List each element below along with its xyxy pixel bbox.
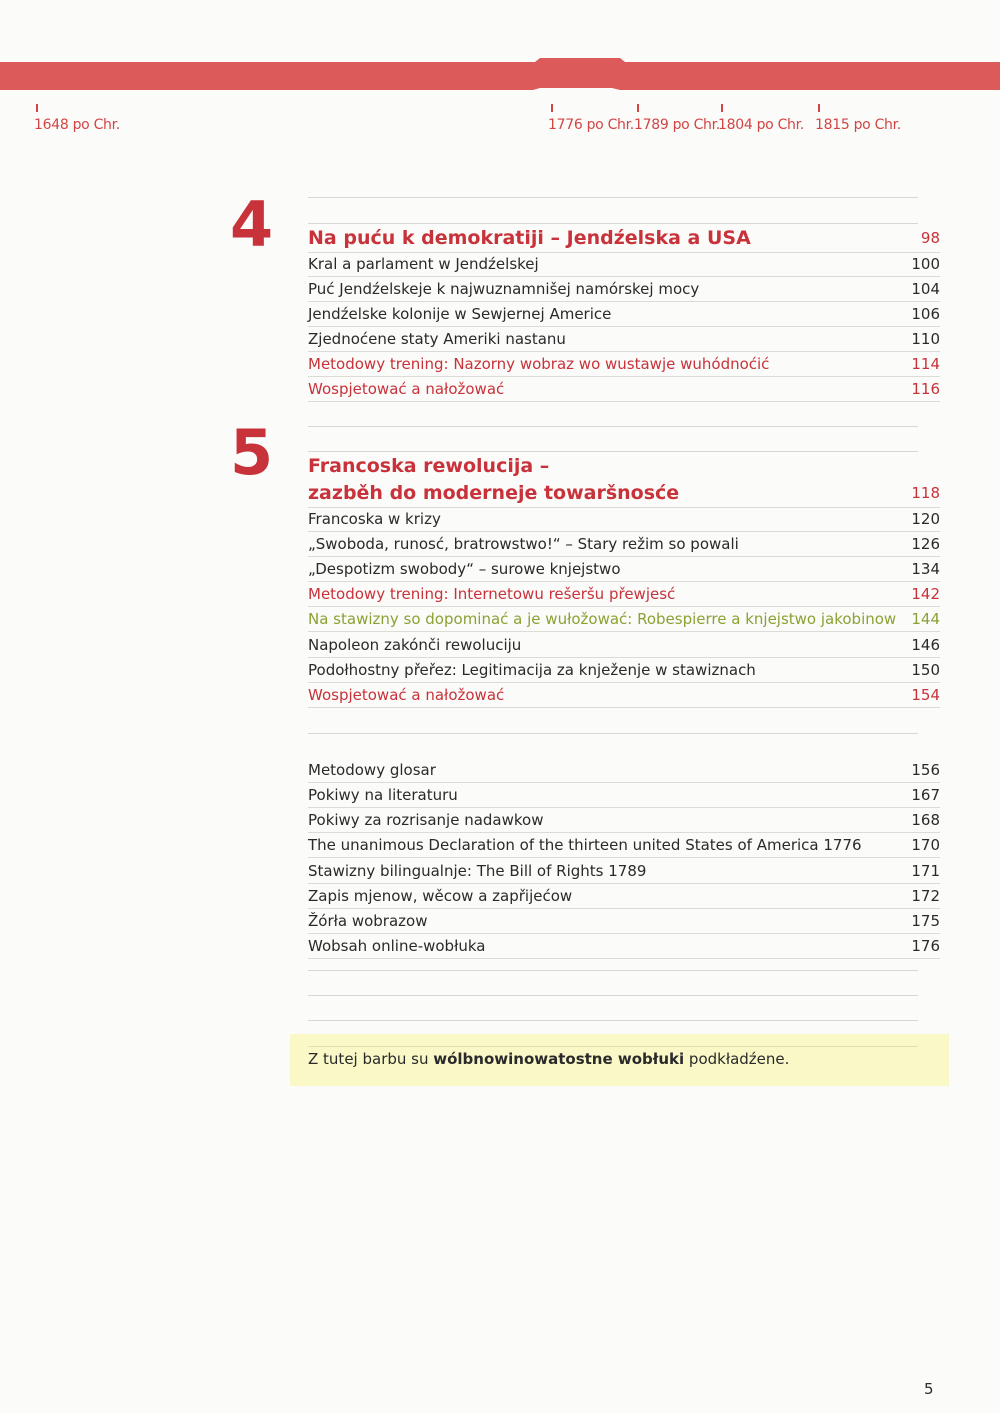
- toc-entry-page: 106: [911, 305, 940, 323]
- toc-entry[interactable]: [308, 507, 940, 532]
- toc-entry-page: 116: [911, 380, 940, 398]
- chapter-number: 5: [230, 416, 274, 489]
- divider: [308, 426, 918, 427]
- divider: [308, 970, 918, 971]
- toc-entry-title: Napoleon zakónči rewoluciju: [308, 636, 522, 654]
- timeline-year: 1804 po Chr.: [718, 117, 804, 133]
- toc-entry[interactable]: [308, 833, 940, 858]
- page-number: 5: [924, 1380, 934, 1398]
- toc-entry-title: Wospjetować a nałožować: [308, 686, 505, 704]
- toc-entry[interactable]: [308, 557, 940, 582]
- toc-entry-title: Zapis mjenow, wěcow a zapřijećow: [308, 887, 573, 905]
- legend-text: [308, 1050, 789, 1068]
- toc-entry-page: 110: [911, 330, 940, 348]
- divider: [308, 197, 918, 198]
- toc-entry-title: The unanimous Declaration of the thirteen united States of America 1776: [308, 836, 862, 854]
- toc-entry-page: 146: [911, 636, 940, 654]
- toc-entry-page: 167: [911, 786, 940, 804]
- toc-entry-method[interactable]: [308, 352, 940, 377]
- toc-entry-page: 114: [911, 355, 940, 373]
- toc-entry-page: 144: [911, 610, 940, 628]
- chapter-title[interactable]: [308, 453, 940, 508]
- toc-entry[interactable]: [308, 633, 940, 658]
- timeline-year: 1648 po Chr.: [34, 117, 120, 133]
- toc-entry-page: 100: [911, 255, 940, 273]
- toc-entry-title: „Despotizm swobody“ – surowe knjejstwo: [308, 560, 621, 578]
- toc-entry-page: 150: [911, 661, 940, 679]
- toc-entry-title: Na stawizny so dopominać a je wułožować: Robespierre a knjejstwo jakobinow: [308, 610, 897, 628]
- chapter-page: 118: [911, 484, 940, 502]
- divider: [308, 1020, 918, 1021]
- toc-entry-page: 156: [911, 761, 940, 779]
- timeline-band: [0, 58, 1000, 92]
- toc-entry[interactable]: [308, 859, 940, 884]
- toc-entry-method[interactable]: [308, 582, 940, 607]
- toc-entry-page: 176: [911, 937, 940, 955]
- toc-entry-title: Pokiwy za rozrisanje nadawkow: [308, 811, 544, 829]
- toc-entry[interactable]: [308, 252, 940, 277]
- toc-entry-title: Wobsah online-wobłuka: [308, 937, 486, 955]
- toc-entry-title: Podołhostny přeřez: Legitimacija za knježenje w stawiznach: [308, 661, 756, 679]
- toc-entry[interactable]: [308, 277, 940, 302]
- toc-entry[interactable]: [308, 532, 940, 557]
- toc-entry-title: Kral a parlament w Jendźelskej: [308, 255, 539, 273]
- toc-entry-title: Metodowy trening: Internetowu rešeršu přewjesć: [308, 585, 676, 603]
- toc-entry[interactable]: [308, 808, 940, 833]
- toc-entry-method[interactable]: [308, 683, 940, 708]
- toc-entry-title: Zjednoćene staty Ameriki nastanu: [308, 330, 566, 348]
- timeline-tick: [818, 104, 820, 112]
- chapter-page: 98: [920, 229, 940, 247]
- toc-entry-history[interactable]: [308, 607, 940, 632]
- divider: [308, 1046, 918, 1047]
- toc-entry[interactable]: [308, 934, 940, 959]
- chapter-number: 4: [230, 188, 274, 261]
- chapter-title-line: zazběh do moderneje towaršnosće: [308, 482, 680, 504]
- toc-entry-title: Pokiwy na literaturu: [308, 786, 458, 804]
- timeline-tick: [36, 104, 38, 112]
- toc-entry-page: 175: [911, 912, 940, 930]
- chapter-title-text: Na puću k demokratiji – Jendźelska a USA: [308, 227, 751, 249]
- toc-entry-page: 154: [911, 686, 940, 704]
- legend-box: [290, 1034, 949, 1086]
- legend-prefix: Z tutej barbu su: [308, 1050, 434, 1068]
- toc-entry-title: Žórła wobrazow: [308, 912, 428, 930]
- toc-entry-page: 171: [911, 862, 940, 880]
- toc-entry-title: Puć Jendźelskeje k najwuznamnišej namórskej mocy: [308, 280, 700, 298]
- chapter-title[interactable]: [308, 225, 940, 253]
- timeline-year: 1789 po Chr.: [634, 117, 720, 133]
- toc-entry-title: Metodowy trening: Nazorny wobraz wo wustawje wuhódnoćić: [308, 355, 770, 373]
- divider: [308, 223, 918, 224]
- toc-entry[interactable]: [308, 783, 940, 808]
- toc-entry-title: Stawizny bilingualnje: The Bill of Rights 1789: [308, 862, 647, 880]
- chapter-title-line: Francoska rewolucija –: [308, 455, 550, 477]
- timeline-tick: [721, 104, 723, 112]
- legend-suffix: podkładźene.: [684, 1050, 790, 1068]
- toc-entry[interactable]: [308, 758, 940, 783]
- toc-entry-page: 172: [911, 887, 940, 905]
- toc-entry[interactable]: [308, 909, 940, 934]
- timeline-year: 1776 po Chr.: [548, 117, 634, 133]
- toc-entry-page: 120: [911, 510, 940, 528]
- toc-entry[interactable]: [308, 884, 940, 909]
- divider: [308, 995, 918, 996]
- toc-entry[interactable]: [308, 658, 940, 683]
- toc-entry-page: 170: [911, 836, 940, 854]
- toc-entry-title: „Swoboda, runosć, bratrowstwo!“ – Stary režim so powali: [308, 535, 739, 553]
- toc-entry-page: 134: [911, 560, 940, 578]
- toc-entry-title: Metodowy glosar: [308, 761, 436, 779]
- toc-entry-title: Francoska w krizy: [308, 510, 441, 528]
- toc-entry-title: Jendźelske kolonije w Sewjernej Americe: [308, 305, 612, 323]
- divider: [308, 733, 918, 734]
- toc-entry[interactable]: [308, 327, 940, 352]
- legend-bold: wólbnowinowatostne wobłuki: [433, 1050, 685, 1068]
- toc-entry-page: 126: [911, 535, 940, 553]
- timeline-tick: [551, 104, 553, 112]
- toc-entry-page: 104: [911, 280, 940, 298]
- toc-entry-page: 168: [911, 811, 940, 829]
- timeline-tick: [637, 104, 639, 112]
- toc-entry[interactable]: [308, 302, 940, 327]
- toc-entry-page: 142: [911, 585, 940, 603]
- divider: [308, 451, 918, 452]
- toc-entry-method[interactable]: [308, 377, 940, 402]
- timeline-year: 1815 po Chr.: [815, 117, 901, 133]
- toc-entry-title: Wospjetować a nałožować: [308, 380, 505, 398]
